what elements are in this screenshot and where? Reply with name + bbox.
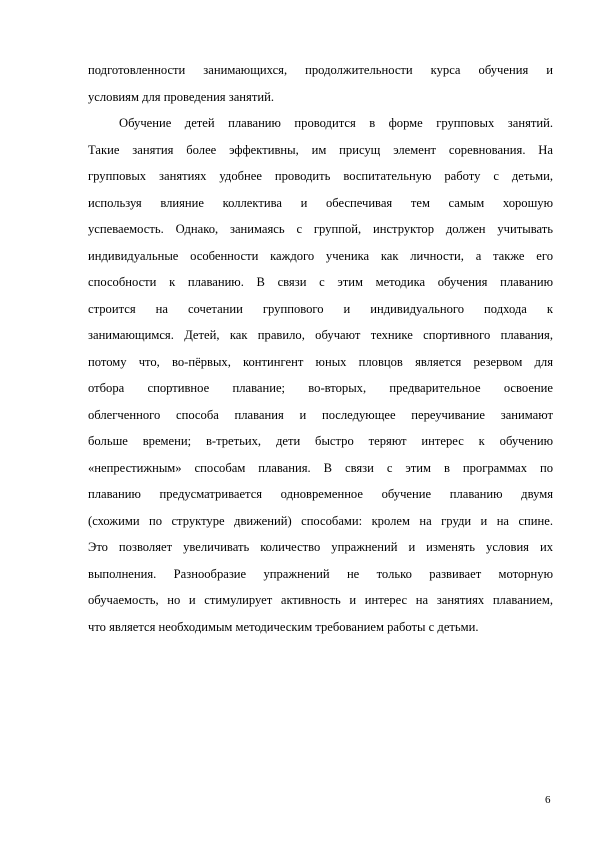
text-line: облегченного способа плавания и последующее переучивание занимают: [88, 407, 553, 422]
text-line: используя влияние коллектива и обеспечивая тем самым хорошую: [88, 195, 553, 210]
text-line: занимающимся. Детей, как правило, обучают технике спортивного плавания,: [88, 328, 553, 342]
text-line: строится на сочетании группового и индивидуального подхода к: [88, 301, 553, 316]
text-line: условиям для проведения занятий.: [88, 89, 274, 104]
text-line: потому что, во-пёрвых, контингент юных пловцов является резервом для: [88, 354, 553, 369]
text-line: отбора спортивное плавание; во-вторых, предварительное освоение: [88, 381, 553, 395]
text-line: способности к плаванию. В связи с этим методика обучения плаванию: [88, 275, 553, 289]
text-line: индивидуальные особенности каждого ученика как личности, а также его: [88, 248, 553, 263]
text-line: больше времени; в-третьих, дети быстро теряют интерес к обучению: [88, 434, 553, 448]
page-number: 6: [545, 794, 551, 806]
text-line: успеваемость. Однако, занимаясь с группой, инструктор должен учитывать: [88, 222, 553, 236]
text-line: (схожими по структуре движений) способами: кролем на груди и на спине.: [88, 513, 553, 528]
text-line: что является необходимым методическим требованием работы с детьми.: [88, 619, 479, 634]
text-line: групповых занятиях удобнее проводить воспитательную работу с детьми,: [88, 169, 553, 183]
text-line: подготовленности занимающихся, продолжительности курса обучения и: [88, 63, 553, 77]
text-line: Это позволяет увеличивать количество упражнений и изменять условия их: [88, 540, 553, 554]
text-line: обучаемость, но и стимулирует активность и интерес на занятиях плаванием,: [88, 593, 553, 607]
text-line: плаванию предусматривается одновременное обучение плаванию двумя: [88, 487, 553, 501]
body-text: [88, 57, 553, 640]
text-line: «непрестижным» способам плавания. В связи с этим в программах по: [88, 460, 553, 475]
paragraph-first-line: Обучение детей плаванию проводится в форме групповых занятий.: [119, 116, 553, 130]
text-line: Такие занятия более эффективны, им присущ элемент соревнования. На: [88, 142, 553, 157]
text-line: выполнения. Разнообразие упражнений не только развивает моторную: [88, 566, 553, 581]
